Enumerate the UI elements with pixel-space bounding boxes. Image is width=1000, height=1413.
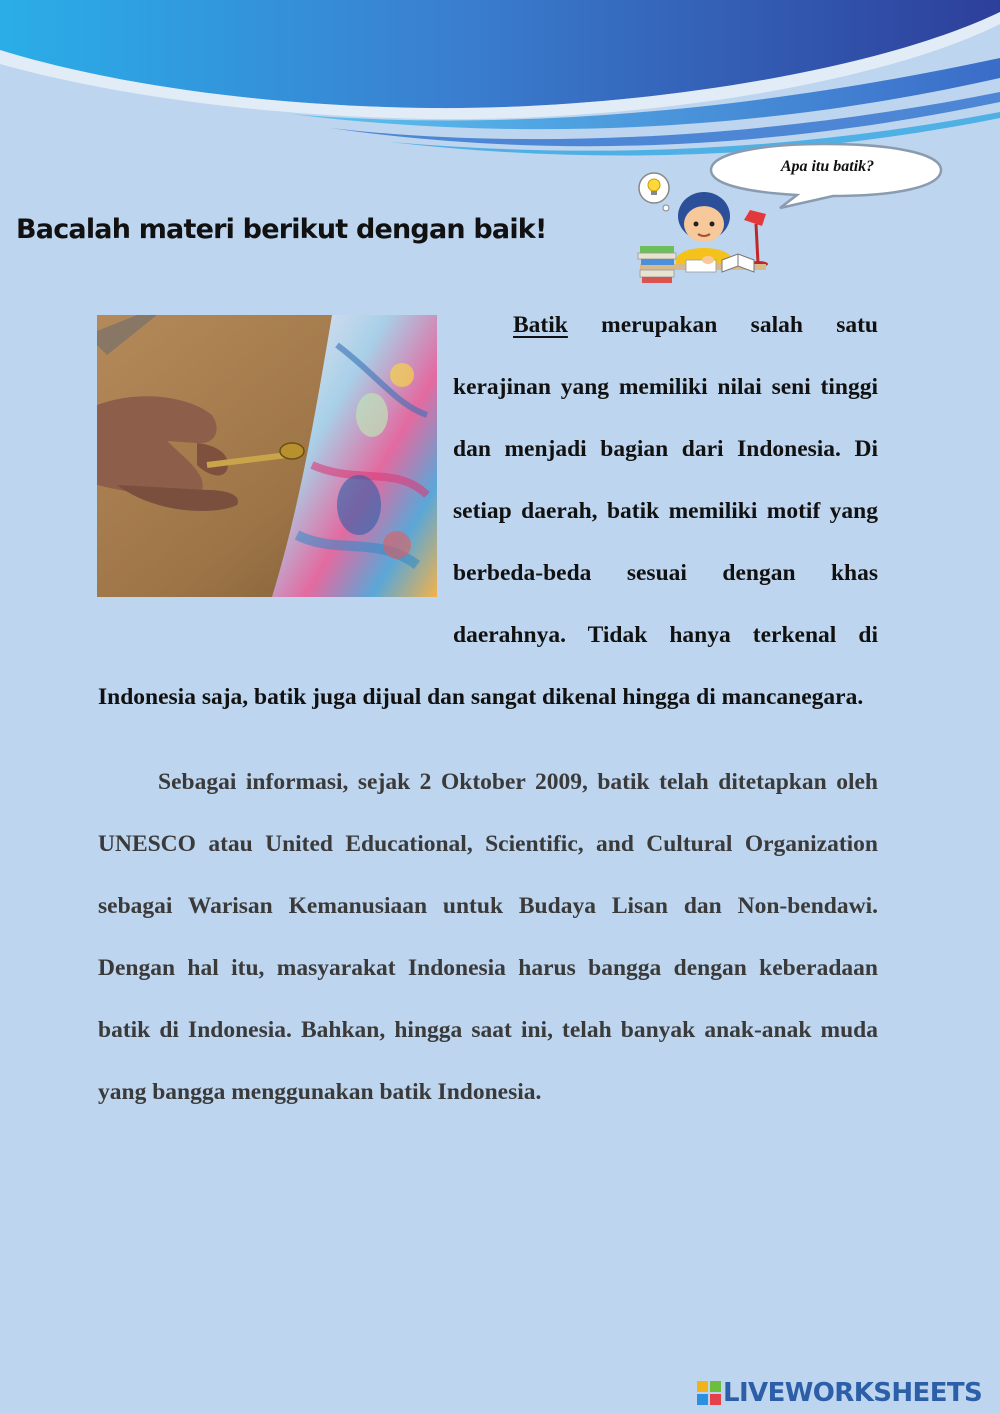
paragraph-unesco: Sebagai informasi, sejak 2 Oktober 2009, batik telah ditetapkan oleh UNESCO atau United Educational, Scientific, and Cultural Organization sebagai Warisan Kemanusiaan untuk Budaya Lisan dan Non-bendawi. Dengan hal itu, masyarakat Indonesia harus bangga dengan keberadaan batik di Indonesia. Bahkan, hingga saat ini, telah banyak anak-anak muda yang bangga menggunakan batik Indonesia. bbox=[98, 769, 878, 1105]
image-float-spacer bbox=[98, 294, 453, 612]
brand-name: LIVEWORKSHEETS bbox=[723, 1378, 983, 1408]
student-studying-illustration bbox=[632, 168, 772, 286]
liveworksheets-logo-icon bbox=[697, 1381, 721, 1405]
speech-bubble-text: Apa itu batik? bbox=[780, 158, 875, 175]
keyword-batik: Batik bbox=[513, 312, 568, 338]
liveworksheets-branding bbox=[697, 1376, 982, 1410]
article-content bbox=[98, 294, 878, 1123]
page-title: Bacalah materi berikut dengan baik! bbox=[16, 214, 547, 245]
paragraph-intro-text: merupakan salah satu kerajinan yang memiliki nilai seni tinggi dan menjadi bagian dari Indonesia. Di setiap daerah, batik memiliki motif yang berbeda-beda sesuai dengan khas daerahnya. Tidak hanya terkenal di Indonesia saja, batik juga dijual dan sangat dikenal hingga di mancanegara. bbox=[98, 312, 878, 710]
